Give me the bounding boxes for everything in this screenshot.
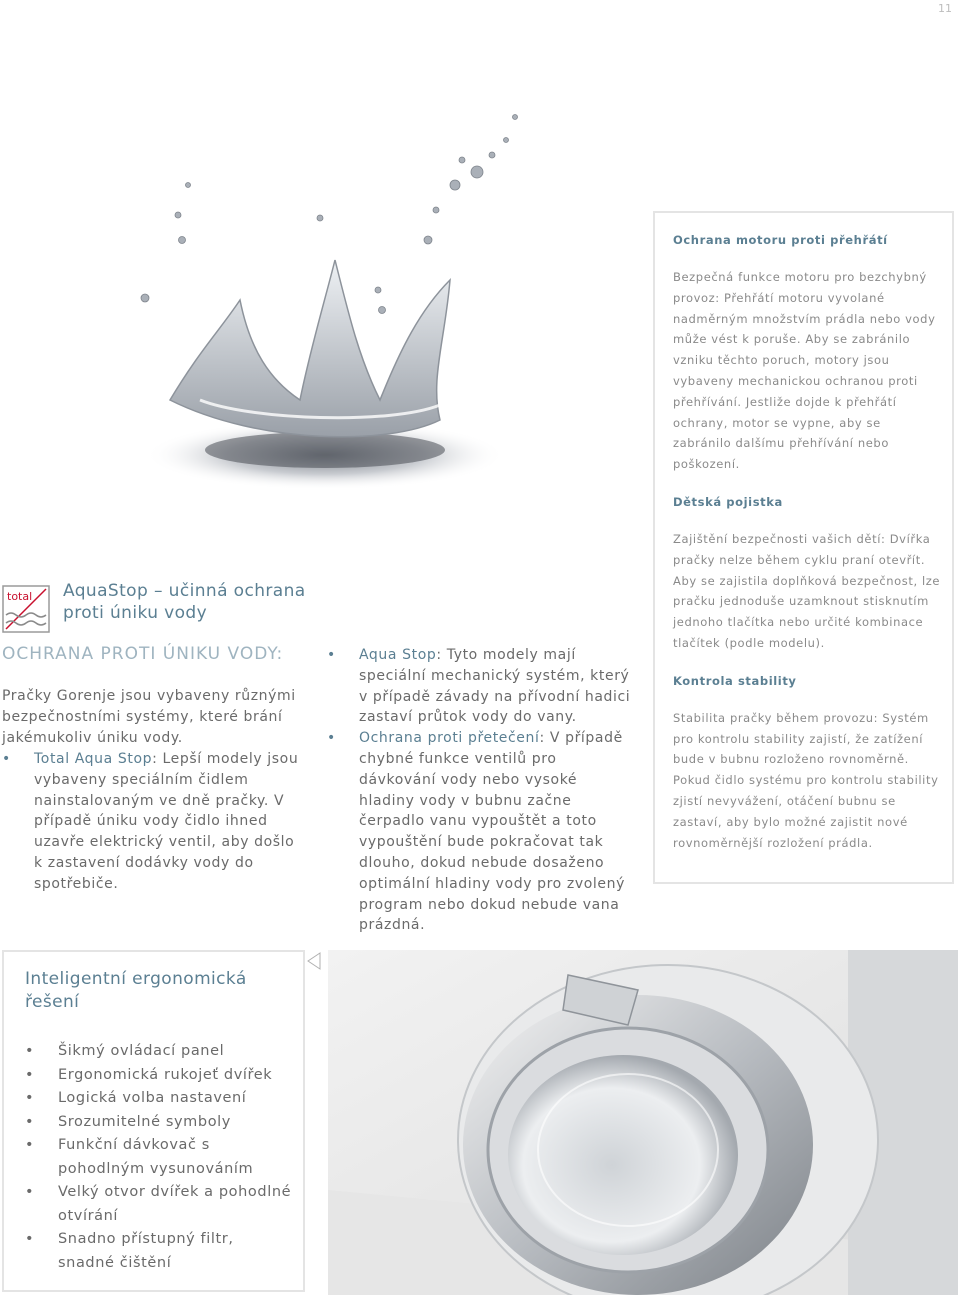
feature-text-total-aqua-stop: : Lepší modely jsou vybaveny speciálním čidlem nainstalovaným ve dně pračky. V případě úniku vody čidlo ihned uzavře elektrický ventil, aby došlo k zastavení dodávky vody do spotřebiče.	[34, 751, 299, 892]
list-item	[327, 645, 632, 728]
feature-text-aqua-stop: : Tyto modely mají speciální mechanický systém, který v případě závady na přívodní hadici zastaví průtok vody do vany.	[359, 647, 631, 726]
child-lock-heading: Dětská pojistka	[673, 494, 783, 509]
water-splash-image	[110, 100, 630, 520]
list-item	[327, 728, 632, 936]
list-item	[2, 749, 302, 895]
list-item: • Srozumitelné symboly	[25, 1111, 295, 1135]
ergonomic-solutions-box	[2, 950, 305, 1292]
motor-protection-text: Bezpečná funkce motoru pro bezchybný provoz: Přehřátí motoru vyvolané nadměrným množstvím prádla nebo vody může vést k poruše. Aby se zabránilo vzniku těchto poruch, motory jsou vybaveny mechanickou ochranou proti přehřívání. Jestliže dojde k přehřátí ochrany, motor se vypne, aby se zabránilo dalšímu přehřívání nebo poškození.	[673, 270, 936, 472]
leak-protection-intro: Pračky Gorenje jsou vybaveny různými bezpečnostními systémy, které brání jakémukoliv úniku vody.	[2, 688, 296, 746]
list-item: • Logická volba nastavení	[25, 1087, 295, 1111]
child-lock-text: Zajištění bezpečnosti vašich dětí: Dvířka pračky nelze během cyklu praní otevřít. Aby se zajistila doplňková bezpečnost, lze pračku jednoduše uzamknout stisknutím jednoho tlačítka nebo určité kombinace tlačítek (podle modelu).	[673, 531, 941, 650]
feature-label-overflow: Ochrana proti přetečení	[359, 730, 540, 747]
stability-control-heading: Kontrola stability	[673, 673, 797, 688]
stability-control-text: Stabilita pračky během provozu: Systém pro kontrolu stability zajistí, že zatížení bude v bubnu rozloženo rovnoměrně. Pokud čidlo systému pro kontrolu stability zjistí nevyvážení, otáčení bubnu se zastaví, aby bylo možné zajistit nové rovnoměrnější rozložení prádla.	[673, 710, 939, 850]
features-info-box	[653, 211, 954, 884]
aquastop-feature-list-right	[327, 645, 632, 936]
triangle-pointer-icon	[306, 952, 322, 970]
list-item: • Funkční dávkovač s pohodlným vysunováním	[25, 1134, 295, 1181]
aquastop-feature-list-left	[2, 749, 302, 895]
total-aquastop-icon	[2, 585, 50, 633]
ergonomic-feature-list	[25, 1040, 295, 1275]
aquastop-title: AquaStop – učinná ochrana proti úniku vody	[63, 581, 306, 623]
list-item: • Ergonomická rukojeť dvířek	[25, 1064, 295, 1088]
info-box-content	[673, 233, 943, 853]
washing-machine-door-image	[328, 950, 958, 1295]
feature-label-aqua-stop: Aqua Stop	[359, 647, 437, 663]
ergonomic-title: Inteligentní ergonomická řešení	[25, 969, 247, 1012]
feature-text-overflow: : V případě chybné funkce ventilů pro dávkování vody nebo vysoké hladiny vody v bubnu začne čerpadlo vanu vypouštět a toto vypouštění bude pokračovat tak dlouho, dokud nebude dosaženo optimální hladiny vody pro zvolený program nebo dokud nebude vana prázdná.	[359, 730, 625, 934]
list-item: • Snadno přístupný filtr, snadné čištění	[25, 1228, 295, 1275]
leak-protection-heading: OCHRANA PROTI ÚNIKU VODY:	[2, 644, 284, 664]
motor-protection-heading: Ochrana motoru proti přehřátí	[673, 233, 888, 247]
total-icon-label: total	[7, 590, 33, 603]
list-item: • Velký otvor dvířek a pohodlné otvírání	[25, 1181, 295, 1228]
list-item: • Šikmý ovládací panel	[25, 1040, 295, 1064]
page-number: 11	[938, 2, 952, 15]
feature-label-total-aqua-stop: Total Aqua Stop	[34, 751, 153, 767]
